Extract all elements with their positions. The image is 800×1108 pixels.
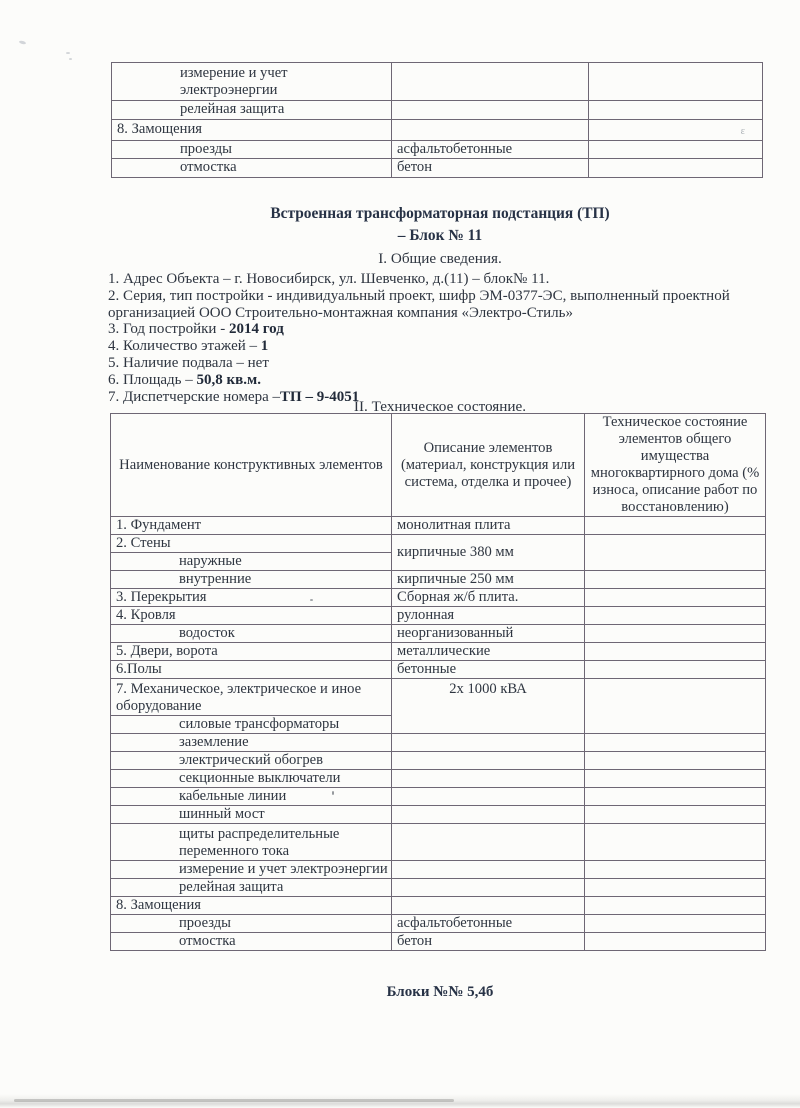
technical-state-cell — [585, 661, 766, 679]
technical-state-cell — [585, 806, 766, 824]
technical-state-cell — [585, 625, 766, 643]
element-name-cell: 4. Кровля — [111, 607, 392, 625]
element-description-cell — [392, 734, 585, 752]
element-description-cell — [392, 119, 589, 140]
element-name-cell: 6.Полы — [111, 661, 392, 679]
table-row — [111, 625, 766, 643]
element-description-cell — [392, 824, 585, 861]
table-row — [111, 607, 766, 625]
element-description-cell: бетон — [392, 159, 589, 178]
scan-artifact — [69, 58, 72, 60]
element-name-cell: измерение и учет электроэнергии — [112, 63, 392, 101]
table-row — [111, 806, 766, 824]
element-name-cell: 2. Стены — [111, 535, 392, 553]
general-info-item — [108, 338, 748, 355]
technical-state-cell — [585, 879, 766, 897]
table-row — [111, 879, 766, 897]
element-name-cell: водосток — [111, 625, 392, 643]
technical-state-cell — [585, 643, 766, 661]
general-info-line: 4. Количество этажей – 1 — [108, 338, 269, 355]
table-row — [111, 861, 766, 879]
technical-state-cell — [585, 915, 766, 933]
scan-artifact: ε — [740, 125, 745, 137]
general-info-line: 1. Адрес Объекта – г. Новосибирск, ул. Шевченко, д.(11) – блок№ 11. — [108, 271, 550, 287]
general-info-bold-value: ТП – 9-4051 — [280, 388, 360, 405]
table-row — [112, 101, 763, 120]
element-name-cell: 8. Замощения — [112, 119, 392, 140]
table-row — [111, 788, 766, 806]
element-name-cell: проезды — [111, 915, 392, 933]
title-line-1: Встроенная трансформаторная подстанция (ТП) — [270, 205, 610, 222]
technical-state-table-continuation — [111, 62, 763, 178]
page-footer-title: Блоки №№ 5,4б — [386, 984, 494, 1000]
element-name-cell: 7. Механическое, электрическое и иное оборудование — [111, 679, 392, 716]
element-name-cell: силовые трансформаторы — [111, 716, 392, 734]
table-header-cell: Описание элементов (материал, конструкция или система, отделка и прочее) — [392, 414, 585, 517]
scan-edge-band — [14, 1099, 454, 1102]
element-description-cell: металлические — [392, 643, 585, 661]
technical-state-cell — [585, 734, 766, 752]
table-row — [111, 517, 766, 535]
general-info-line: 3. Год постройки - 2014 год — [108, 321, 284, 338]
table-row — [111, 589, 766, 607]
general-info-item — [108, 271, 748, 288]
element-description-cell: кирпичные 380 мм — [392, 535, 585, 571]
element-description-cell — [392, 101, 589, 120]
technical-state-cell — [585, 679, 766, 734]
section-heading-general: I. Общие сведения. — [378, 250, 502, 267]
general-info-item — [108, 355, 748, 372]
element-name-cell: секционные выключатели — [111, 770, 392, 788]
technical-condition-table — [110, 413, 766, 951]
table-row — [112, 159, 763, 178]
element-name-cell: щиты распределительные переменного тока — [111, 824, 392, 861]
element-name-cell: кабельные линии — [111, 788, 392, 806]
element-name-cell: отмостка — [111, 933, 392, 951]
table-row — [111, 535, 766, 553]
general-info-line: организацией ООО Строительно-монтажная компания «Электро-Стиль» — [108, 304, 573, 321]
technical-state-cell — [589, 63, 763, 101]
general-info-bold-value: 1 — [260, 338, 269, 355]
element-name-cell: 8. Замощения — [111, 897, 392, 915]
element-description-cell: кирпичные 250 мм — [392, 571, 585, 589]
title-line-2: – Блок № 11 — [397, 227, 483, 244]
element-name-cell: заземление — [111, 734, 392, 752]
table-row — [112, 119, 763, 140]
element-description-cell: бетонные — [392, 661, 585, 679]
technical-state-cell — [585, 535, 766, 571]
element-name-cell: 5. Двери, ворота — [111, 643, 392, 661]
table-row — [111, 571, 766, 589]
general-info-bold-value: 50,8 кв.м. — [196, 371, 261, 388]
element-name-cell: внутренние — [111, 571, 392, 589]
element-name-cell: 1. Фундамент — [111, 517, 392, 535]
table-row — [112, 63, 763, 101]
element-description-cell: асфальтобетонные — [392, 915, 585, 933]
element-name-cell: релейная защита — [112, 101, 392, 120]
table-header-row — [111, 414, 766, 517]
table-row — [111, 752, 766, 770]
table-row — [112, 140, 763, 159]
technical-state-cell — [585, 897, 766, 915]
technical-state-cell — [585, 752, 766, 770]
table-row — [111, 661, 766, 679]
general-info-line: 6. Площадь – 50,8 кв.м. — [108, 371, 261, 388]
table-row — [111, 734, 766, 752]
general-info-item — [108, 288, 748, 322]
technical-state-cell — [589, 159, 763, 178]
technical-state-cell — [585, 571, 766, 589]
element-name-cell: наружные — [111, 553, 392, 571]
scan-artifact — [66, 52, 70, 54]
element-description-cell: 2х 1000 кВА — [392, 679, 585, 734]
element-description-cell: рулонная — [392, 607, 585, 625]
element-name-cell: шинный мост — [111, 806, 392, 824]
element-description-cell: бетон — [392, 933, 585, 951]
table-row — [111, 897, 766, 915]
table-row — [111, 933, 766, 951]
technical-state-cell — [589, 119, 763, 140]
element-description-cell — [392, 63, 589, 101]
technical-state-cell — [585, 788, 766, 806]
element-description-cell: Сборная ж/б плита. — [392, 589, 585, 607]
technical-state-cell — [585, 824, 766, 861]
element-name-cell: электрический обогрев — [111, 752, 392, 770]
general-info-list — [108, 271, 748, 405]
table-row — [111, 824, 766, 861]
general-info-item — [108, 372, 748, 389]
element-description-cell — [392, 752, 585, 770]
element-description-cell — [392, 861, 585, 879]
technical-state-cell — [585, 607, 766, 625]
element-description-cell: монолитная плита — [392, 517, 585, 535]
scan-artifact — [19, 40, 27, 45]
element-name-cell: измерение и учет электроэнергии — [111, 861, 392, 879]
element-name-cell: проезды — [112, 140, 392, 159]
element-description-cell: асфальтобетонные — [392, 140, 589, 159]
table-row — [111, 770, 766, 788]
table-row — [111, 643, 766, 661]
technical-state-cell — [589, 140, 763, 159]
technical-state-cell — [585, 861, 766, 879]
general-info-line: 2. Серия, тип постройки - индивидуальный проект, шифр ЭМ-0377-ЭС, выполненный проектной — [108, 287, 730, 304]
element-name-cell: отмостка — [112, 159, 392, 178]
element-description-cell — [392, 879, 585, 897]
element-name-cell: релейная защита — [111, 879, 392, 897]
element-description-cell: неорганизованный — [392, 625, 585, 643]
general-info-line: 7. Диспетчерские номера –ТП – 9-4051 — [108, 388, 360, 405]
table-row — [111, 915, 766, 933]
table-header-cell: Наименование конструктивных элементов — [111, 414, 392, 517]
technical-state-cell — [589, 101, 763, 120]
technical-state-cell — [585, 933, 766, 951]
element-description-cell — [392, 897, 585, 915]
general-info-bold-value: 2014 год — [228, 321, 284, 338]
technical-state-cell — [585, 589, 766, 607]
technical-state-cell — [585, 517, 766, 535]
general-info-line: 5. Наличие подвала – нет — [108, 354, 269, 371]
element-name-cell: 3. Перекрытия — [111, 589, 392, 607]
element-description-cell — [392, 788, 585, 806]
document-title — [90, 203, 790, 247]
element-description-cell — [392, 806, 585, 824]
element-description-cell — [392, 770, 585, 788]
general-info-item — [108, 321, 748, 338]
table-row — [111, 679, 766, 716]
table-header-cell: Техническое состояние элементов общего имущества многоквартирного дома (% износа, описание работ по восстановлению) — [585, 414, 766, 517]
section-heading-technical: II. Техническое состояние. — [353, 398, 527, 415]
technical-state-cell — [585, 770, 766, 788]
